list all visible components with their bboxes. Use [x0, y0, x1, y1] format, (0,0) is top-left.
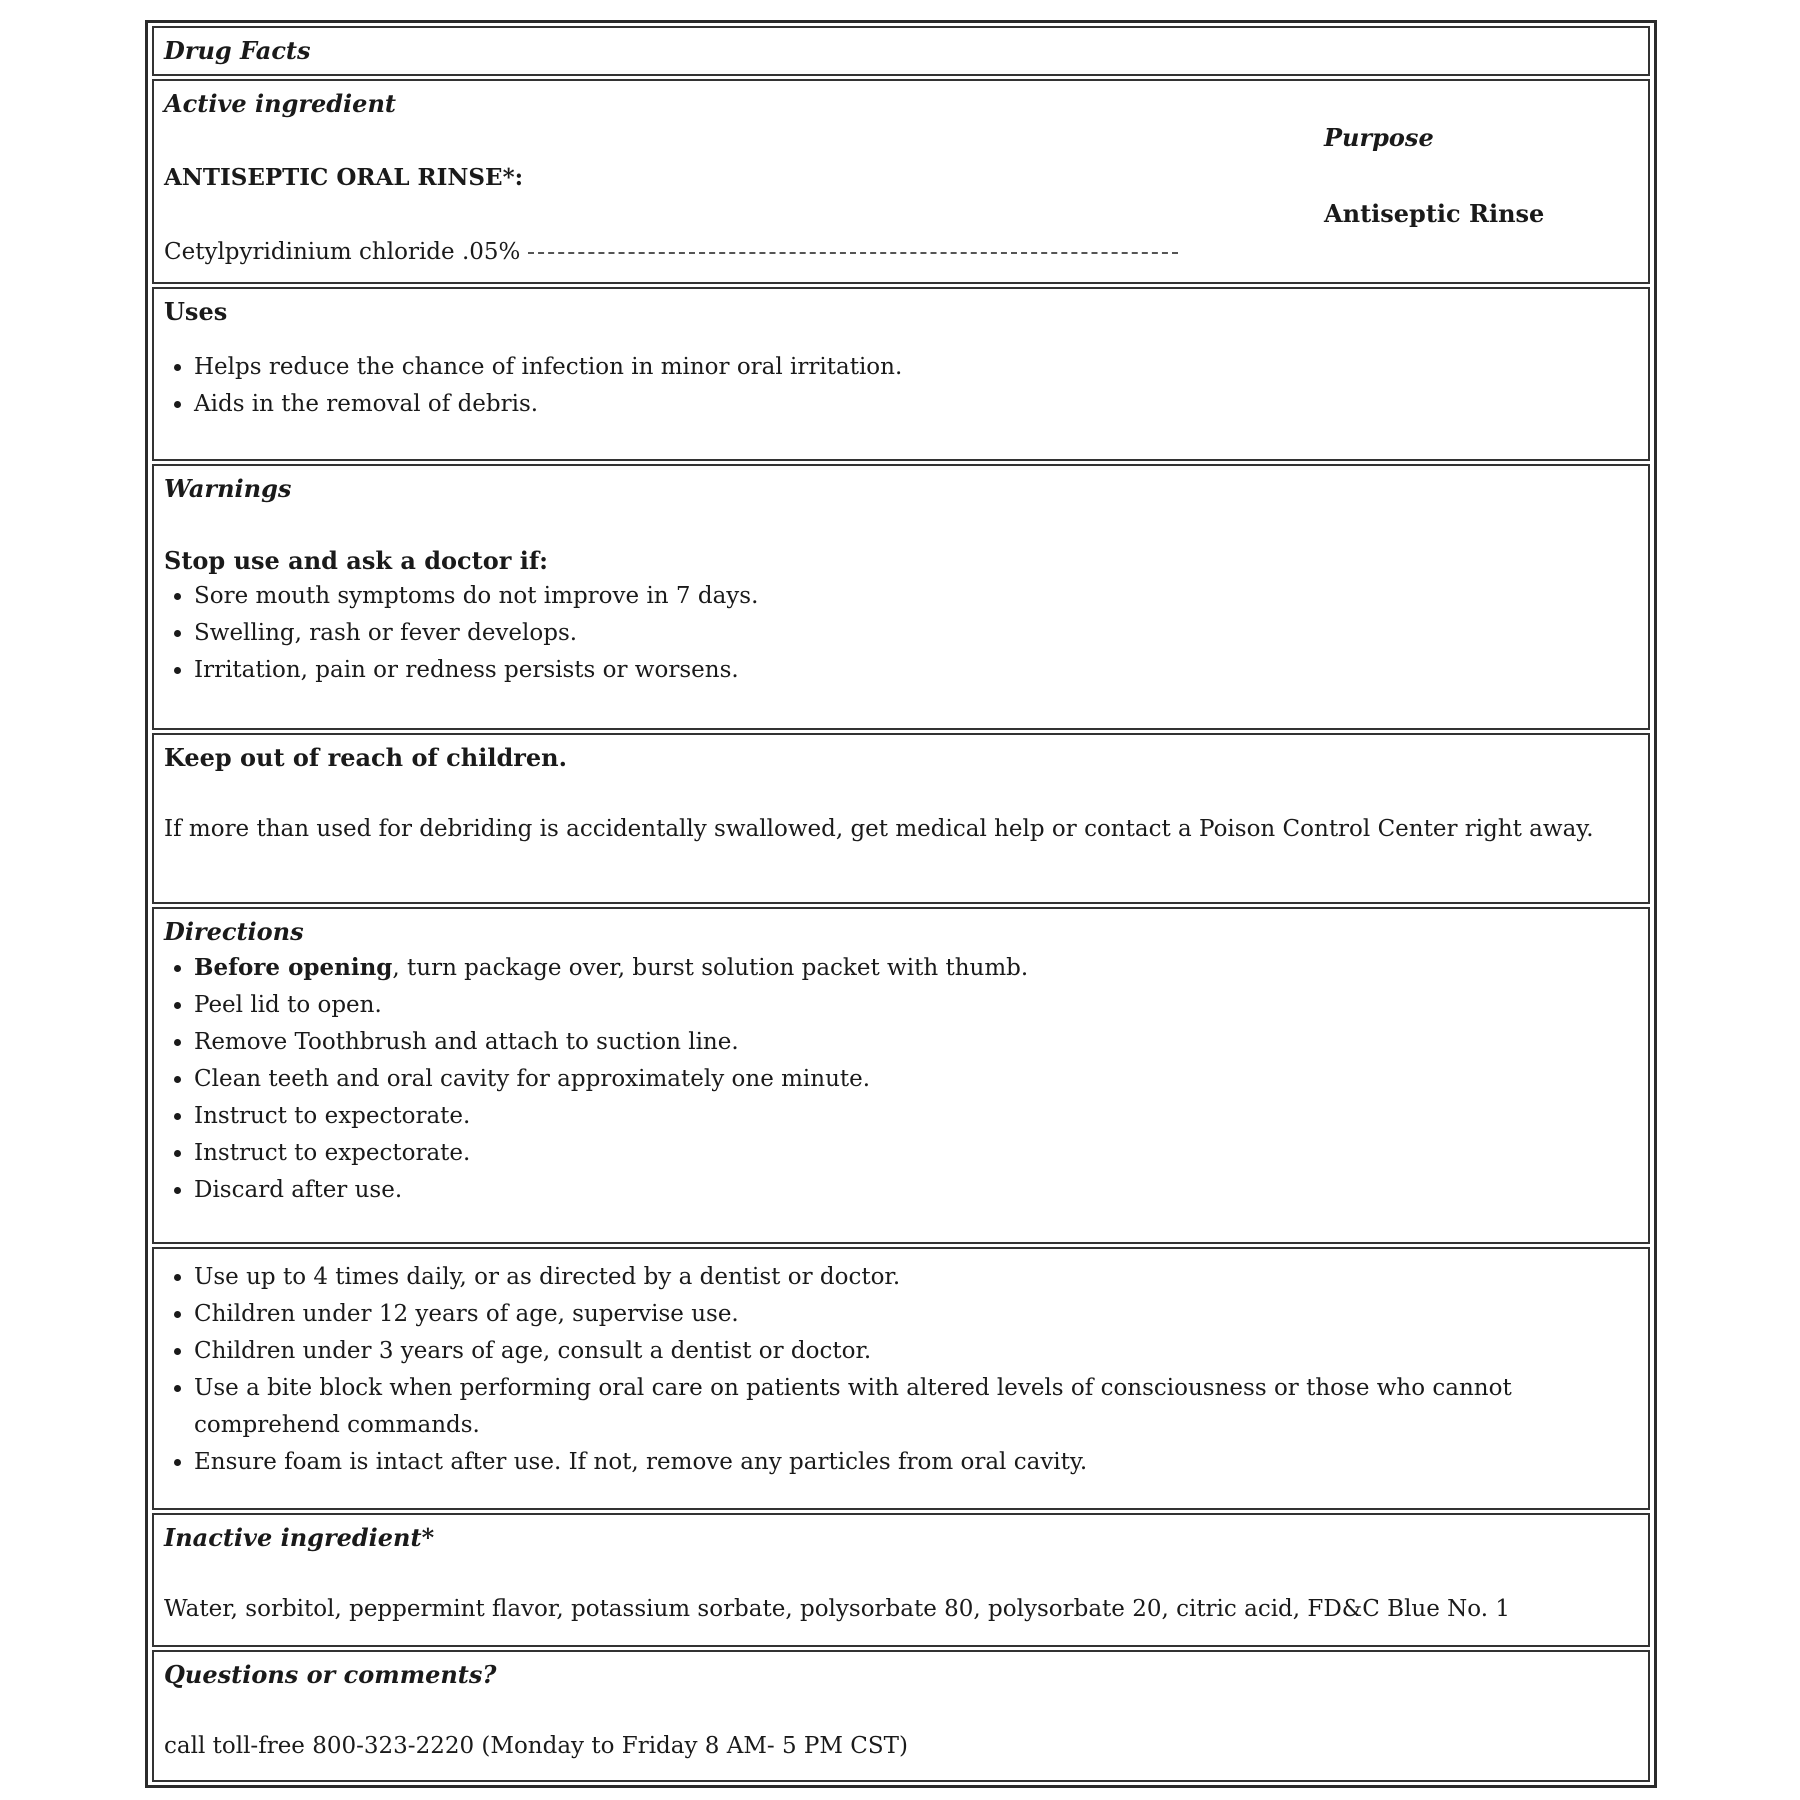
list-item: • Instruct to expectorate. [194, 1098, 1638, 1135]
list-item: • Aids in the removal of debris. [194, 386, 1638, 423]
before-opening-rest: , turn package over, burst solution packet with thumb. [392, 955, 1029, 981]
ingredient-line [164, 234, 1638, 271]
keep-out-text: If more than used for debriding is accidentally swallowed, get medical help or contact a Poison Control Center right away. [164, 816, 1594, 842]
list-item: • Instruct to expectorate. [194, 1135, 1638, 1172]
list-item: • Children under 3 years of age, consult a dentist or doctor. [194, 1333, 1638, 1370]
list-item: • Use up to 4 times daily, or as directed by a dentist or doctor. [194, 1259, 1638, 1296]
directions-continued-list [164, 1259, 1638, 1481]
list-item: • Clean teeth and oral cavity for approximately one minute. [194, 1061, 1638, 1098]
purpose-heading: Purpose [1324, 123, 1434, 152]
list-item: • Sore mouth symptoms do not improve in 7 days. [194, 578, 1638, 615]
active-ingredient-section [152, 79, 1650, 284]
drug-facts-title: Drug Facts [164, 36, 311, 65]
list-item: • Use a bite block when performing oral care on patients with altered levels of consciousness or those who cannot comprehend commands. [194, 1370, 1638, 1444]
warnings-section [152, 464, 1650, 730]
inactive-ingredient-text: Water, sorbitol, peppermint flavor, potassium sorbate, polysorbate 80, polysorbate 20, citric acid, FD&C Blue No. 1 [164, 1596, 1510, 1622]
list-item: • Children under 12 years of age, supervise use. [194, 1296, 1638, 1333]
before-opening-bold: Before opening [194, 954, 393, 981]
questions-section [152, 1650, 1650, 1782]
list-item: • Swelling, rash or fever develops. [194, 615, 1638, 652]
inactive-ingredient-section [152, 1513, 1650, 1647]
warnings-list [164, 578, 1638, 689]
warnings-heading: Warnings [164, 474, 292, 503]
list-item: • Discard after use. [194, 1172, 1638, 1209]
ingredient-text: Cetylpyridinium chloride .05% [164, 239, 521, 265]
questions-heading: Questions or comments? [164, 1660, 497, 1689]
title-section [152, 26, 1650, 76]
leader-dots [528, 252, 1178, 254]
directions-heading: Directions [164, 917, 304, 946]
list-item: • Peel lid to open. [194, 987, 1638, 1024]
inactive-ingredient-heading: Inactive ingredient* [164, 1523, 435, 1552]
directions-section [152, 907, 1650, 1244]
list-item: • Ensure foam is intact after use. If not, remove any particles from oral cavity. [194, 1444, 1638, 1481]
purpose-value: Antiseptic Rinse [1324, 199, 1545, 228]
stop-use-heading: Stop use and ask a doctor if: [164, 546, 549, 575]
questions-text: call toll-free 800-323-2220 (Monday to Friday 8 AM- 5 PM CST) [164, 1733, 908, 1759]
uses-heading: Uses [164, 297, 228, 326]
drug-facts-panel [145, 20, 1657, 1788]
list-item: • Remove Toothbrush and attach to suction line. [194, 1024, 1638, 1061]
product-name: ANTISEPTIC ORAL RINSE*: [164, 164, 524, 191]
list-item [194, 949, 1638, 987]
keep-out-heading: Keep out of reach of children. [164, 743, 567, 772]
active-ingredient-heading: Active ingredient [164, 89, 396, 118]
list-item: • Irritation, pain or redness persists or worsens. [194, 652, 1638, 689]
directions-list [164, 949, 1638, 1209]
directions-continued-section [152, 1247, 1650, 1510]
list-item: • Helps reduce the chance of infection in minor oral irritation. [194, 349, 1638, 386]
uses-section [152, 287, 1650, 461]
uses-list [164, 349, 1638, 423]
keep-out-section [152, 733, 1650, 904]
